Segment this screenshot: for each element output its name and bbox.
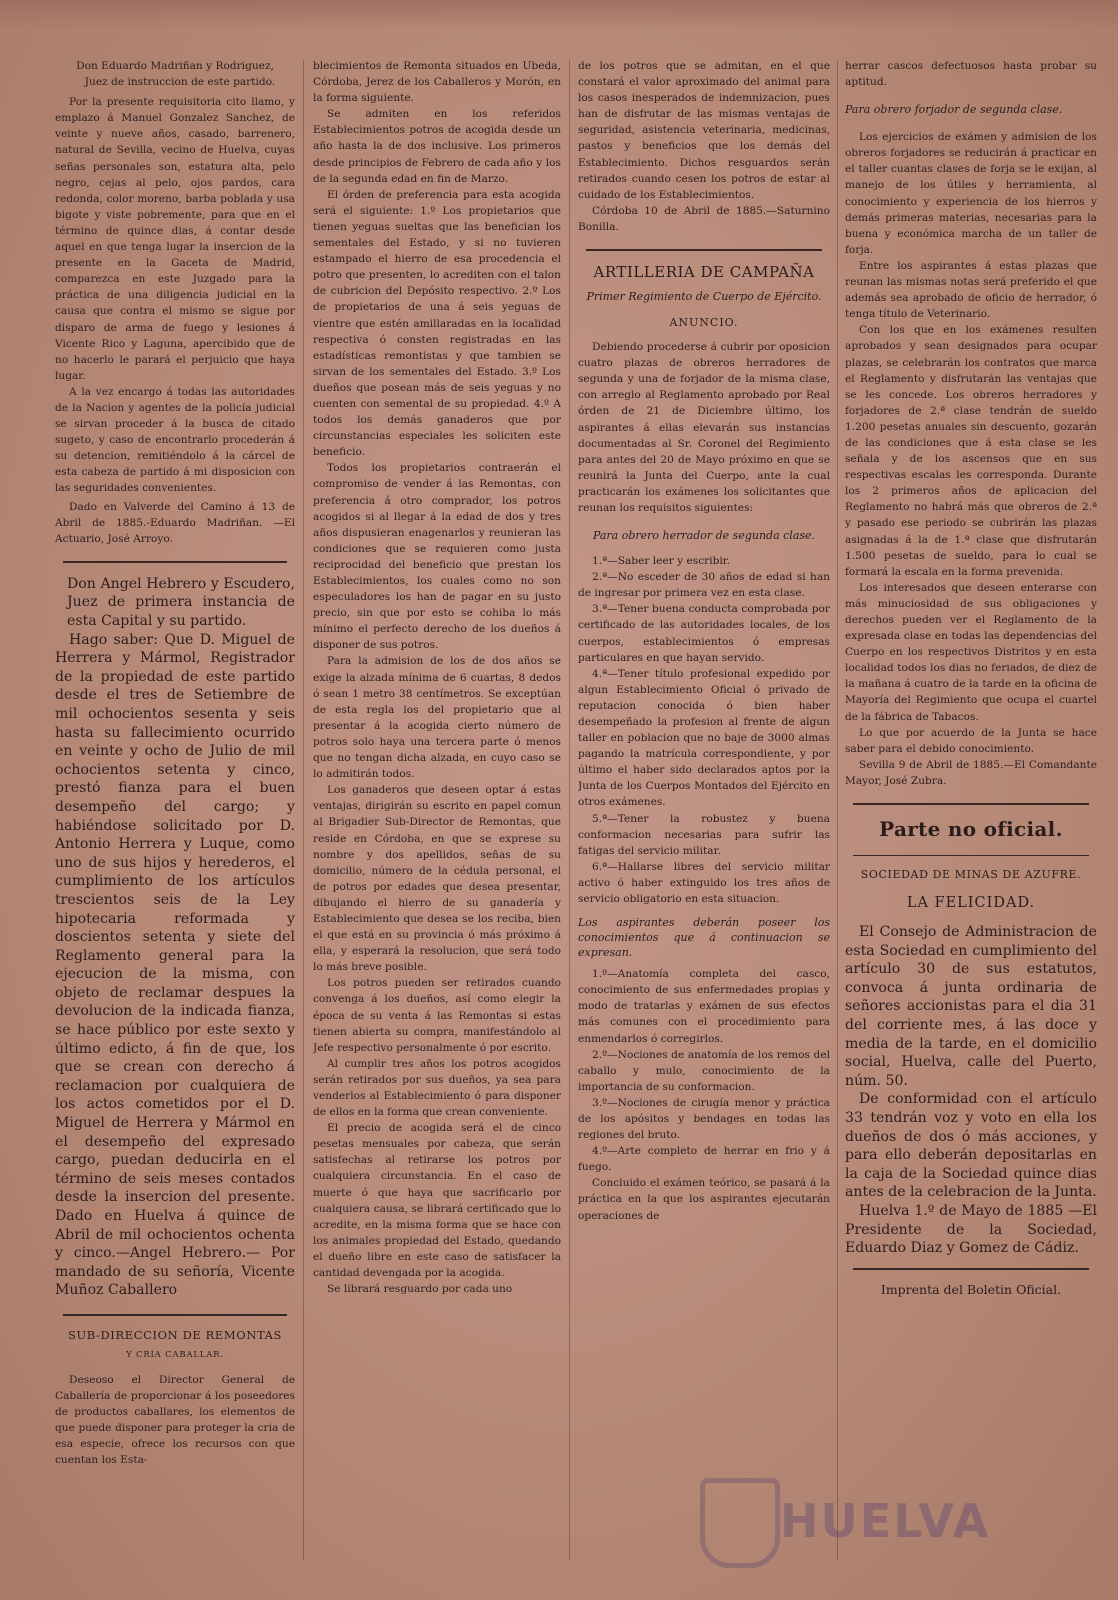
remontas-text: Los potros pueden ser retirados cuando convenga á los dueños, así como elegir la época de su venta á las Remontas si estas tienen abierta su compra, manifestándolo al Jefe respectivo personalmente ó por escrito. <box>313 977 561 1054</box>
requirement-item: 6.ª—Hallarse libres del servicio militar activo ó haber extinguido los tres años de servicio obligatorio en esta situacion. <box>578 860 830 906</box>
sociedad-title: SOCIEDAD DE MINAS DE AZUFRE. <box>860 868 1082 882</box>
watermark-seal <box>700 1478 780 1568</box>
column-rule <box>569 60 570 1560</box>
page-edge <box>0 0 1118 30</box>
knowledge-item: 3.º—Nociones de cirugía menor y práctica de los apósitos y bendages en todas las regiones del bruto. <box>578 1096 830 1142</box>
signature: Sevilla 9 de Abril de 1885.—El Comandante Mayor, José Zubra. <box>845 758 1097 787</box>
anuncio-text: Debiendo procederse á cubrir por oposicion cuatro plazas de obreros herradores de segunda y una de forjador de la misma clase, con arreglo al Reglamento aprobado por Real órden de 21 de Diciembre último, los aspirantes á ellas elevarán sus instancias documentadas al Sr. Coronel del Regimiento para antes del 20 de Mayo próximo en que se reunirá la Junta del Cuerpo, ante la cual practicarán los exámenes los solicitantes que reunan los requisitos siguientes: <box>578 341 830 514</box>
column-3 <box>578 58 830 1580</box>
edict-block <box>55 575 295 1300</box>
judge-heading: Don Angel Hebrero y Escudero, Juez de primera instancia de esta Capital y su partido. <box>67 575 295 629</box>
herrador-heading: Para obrero herrador de segunda clase. <box>592 529 816 543</box>
signature: Dado en Valverde del Camino á 13 de Abril de 1885.-Eduardo Madriñan. —El Actuario, José Arroyo. <box>55 500 295 545</box>
anuncio-text: Lo que por acuerdo de la Junta se hace saber para el debido conocimiento. <box>845 726 1097 755</box>
remontas-text: Para la admision de los de dos años se exige la alzada mínima de 6 cuartas, 8 dedos ó sean 1 metro 38 centímetros. Se exceptúan de esta regla los del propietario que al presentar á la acogida cierto número de potros solo haya una tercera parte ó menos que no tengan dicha alzada, en cuyo caso se lo admitirán todos. <box>313 655 561 781</box>
requirement-item: 4.ª—Tener título profesional expedido por algun Establecimiento Oficial ó privado de reputacion conocida ó bien haber desempeñado la profesion al frente de algun taller en poblacion que no baje de 3000 almas pagando la matrícula correspondiente, y por último el haber sido declarados aptos por la Junta de los Cuerpos Montados del Ejército en otros exámenes. <box>578 667 830 809</box>
anuncio-heading: ANUNCIO. <box>669 316 739 330</box>
divider <box>586 249 822 251</box>
anuncio-text: herrar cascos defectuosos hasta probar su aptitud. <box>845 60 1097 89</box>
requisitoria-text: Por la presente requisitoria cito llamo, y emplazo á Manuel Gonzalez Sanchez, de veinte y nueve años, casado, barrenero, natural de Sevilla, vecino de Huelva, cuyas señas personales son, estatura alta, pelo negro, cejas al pelo, ojos pardos, cara redonda, color moreno, barba poblada y usa bigote y viste pobremente, para que en el término de quince dias, á contar desde aquel en que tenga lugar la insercion de la presente en la Gaceta de Madrid, comparezca en este Juzgado para la práctica de una diligencia judicial en la causa que contra el mismo se sigue por disparo de arma de fuego y lesiones á Vicente Rico y Laguna, apercibido que de no hacerlo le parará el perjuicio que haya lugar. <box>55 96 295 382</box>
divider <box>853 855 1089 856</box>
requirement-item: 5.ª—Tener la robustez y buena conformacion necesarias para sufrir las fatigas del servicio militar. <box>578 812 830 857</box>
remontas-text: Al cumplir tres años los potros acogidos serán retirados por sus dueños, ya sea para venderlos al Establecimiento ó para disponer de ellos en la forma que crean conveniente. <box>313 1057 561 1119</box>
requirement-item: 2.ª—No esceder de 30 años de edad si han de ingresar por primera vez en esta clase. <box>578 571 830 600</box>
remontas-text: El órden de preferencia para esta acogida será el siguiente: 1.º Los propietarios que tienen yeguas sueltas que las benefician los sementales del Estado, y si no tuvieren estampado el hierro de esa procedencia el potro que presenten, lo acrediten con el talon de cubricion del Depósito respectivo. 2.º Los de propietarios de una á seis yeguas de vientre que estén amillaradas en la localidad respectiva ó consten registradas en las estadísticas remontistas y que tambien se sirvan de los sementales del Estado. 3.º Los dueños que posean más de seis yeguas y no cuenten con semental de su propiedad. 4.º A todos los demás ganaderos que por circunstancias especiales les soliciten este beneficio. <box>313 188 561 459</box>
requirement-item: 3.ª—Tener buena conducta comprobada por certificado de las autoridades locales, de los cuerpos, establecimientos ó empresas particulares en que hayan servido. <box>578 603 830 664</box>
remontas-text: Todos los propietarios contraerán el compromiso de vender á las Remontas, con preferencia á otro comprador, los potros acogidos si al llegar á la edad de dos y tres años dispusieran enagenarlos y reunieran las condiciones que se requieren como justa reciprocidad del beneficio que prestan los Establecimientos, los cuales como no son especuladores los han de pagar en su justo precio, sin que por esto se cohiba lo más mínimo el perfecto derecho de los dueños á disponer de sus potros. <box>313 462 561 652</box>
knowledge-item: Concluido el exámen teórico, se pasará á la práctica en la que los aspirantes ejecutarán operaciones de <box>578 1177 830 1222</box>
column-rule <box>303 60 304 1560</box>
judge-title: Juez de instruccion de este partido. <box>84 76 276 89</box>
remontas-title: SUB-DIRECCION DE REMONTAS <box>67 1327 283 1342</box>
judge-name: Don Eduardo Madriñan y Rodriguez, <box>76 60 274 72</box>
remontas-text: de los potros que se admitan, en el que constará el valor aproximado del animal para los casos inesperados de indemnizacion, pues han de disfrutar de las mismas ventajas de seguridad, asistencia veterinaria, medicinas, pastos y beneficios que los demás del Establecimiento. Dichos resguardos serán retirados cuando cesen los potros de estar al cuidado de los Establecimientos. <box>578 60 830 201</box>
divider <box>63 1314 287 1316</box>
column-2 <box>313 58 561 1580</box>
remontas-subtitle: Y CRIA CABALLAR. <box>126 1349 224 1360</box>
felicidad-text: De conformidad con el artículo 33 tendrán voz y voto en ella los dueños de dos ó más acciones, y para ello deberán depositarlas en la caja de la Sociedad quince dias antes de la celebracion de la Junta. <box>845 1091 1097 1201</box>
anuncio-text: Entre los aspirantes á estas plazas que reunan las mismas notas será preferido el que además sea aprobado de oficio de herrador, ó tenga título de Veterinario. <box>845 259 1097 321</box>
remontas-text: blecimientos de Remonta situados en Ubeda, Córdoba, Jerez de los Caballeros y Morón, en la forma siguiente. <box>313 60 561 105</box>
signature: Córdoba 10 de Abril de 1885.—Saturnino Bonilla. <box>578 204 830 233</box>
requisitoria-text: A la vez encargo á todas las autoridades de la Nacion y agentes de la policía judicial se sirvan proceder á la busca de citado sugeto, y caso de encontrarlo procederán á su detencion, remitiéndolo á la cárcel de esta cabeza de partido á mi disposicion con las seguridades convenientes. <box>55 385 295 495</box>
remontas-text: Se admiten en los referidos Establecimientos potros de acogida desde un año hasta la de dos inclusive. Los primeros desde principios de Febrero de cada año y los de la segunda edad en fin de Marzo. <box>313 108 561 185</box>
felicidad-text: Huelva 1.º de Mayo de 1885 —El Presidente de la Sociedad, Eduardo Diaz y Gomez de Cádiz. <box>845 1202 1097 1257</box>
column-4 <box>845 58 1097 1580</box>
knowledge-item: 1.º—Anatomía completa del casco, conocimiento de sus enfermedades propias y modo de tratarlas y exámen de sus efectos más comunes con el procedimiento para enmendarlos ó corregirlos. <box>578 968 830 1045</box>
divider <box>853 1268 1089 1270</box>
regiment-subtitle: Primer Regimiento de Cuerpo de Ejército. <box>586 290 822 304</box>
divider <box>63 561 287 563</box>
forjador-heading: Para obrero forjador de segunda clase. <box>845 103 1063 117</box>
divider <box>853 803 1089 805</box>
felicidad-block <box>845 923 1097 1258</box>
edict-text: Hago saber: Que D. Miguel de Herrera y Mármol, Registrador de la propiedad de este partido desde el tres de Setiembre de mil ochocientos sesenta y seis hasta su fallecimiento ocurrido en veinte y ocho de Julio de mil ochocientos setenta y cinco, prestó fianza para el buen desempeño del cargo; y habiéndose solicitado por D. Antonio Herrera y Luque, como uno de sus hijos y herederos, el cumplimiento de los artículos trescientos seis de la Ley hipotecaria reformada y doscientos setenta y siete del Reglamento general para la ejecucion de la misma, con objeto de reclamar despues la devolucion de la indicada fianza, se hace público por este sexto y último edicto, á fin de que, los que se crean con derecho á reclamacion por cualquiera de los actos cometidos por el D. Miguel de Herrera y Mármol en el desempeño del expresado cargo, puedan deducirla en el término de seis meses contados desde la insercion del presente. Dado en Huelva á quince de Abril de mil ochocientos ochenta y cinco.—Angel Hebrero.— Por mandado de su señoría, Vicente Muñoz Caballero <box>55 631 295 1299</box>
imprenta-footer: Imprenta del Boletin Oficial. <box>880 1281 1062 1297</box>
artilleria-title: ARTILLERIA DE CAMPAÑA <box>593 263 815 282</box>
remontas-text: Los ganaderos que deseen optar á estas ventajas, dirigirán su escrito en papel comun al Brigadier Sub-Director de Remontas, que reside en Córdoba, en que se exprese su nombre y dos apellidos, señas de su domicilio, número de la cédula personal, el de potros por edades que desea presentar, dibujando el hierro de su ganadería y Establecimiento que desea se los reciba, bien el que está en su provincia ó más próximo á ella, y esperará la resolucion, que será todo lo más breve posible. <box>313 784 561 974</box>
conocimientos-heading: Los aspirantes deberán poseer los conocimientos que á continuacion se expresan. <box>578 916 830 960</box>
remontas-text: Se librará resguardo por cada uno <box>327 1283 513 1296</box>
parte-no-oficial-title: Parte no oficial. <box>879 817 1063 842</box>
requirement-item: 1.ª—Saber leer y escribir. <box>592 555 731 568</box>
anuncio-text: Los ejercicios de exámen y admision de los obreros forjadores se reducirán á practicar en el taller cuantas clases de forja se le exijan, al manejo de los útiles y herramienta, al conocimiento y experiencia de los hierros y demás primeras materias, necesarias para la buena y económica marcha de un taller de forja. <box>845 131 1097 256</box>
remontas-text: El precio de acogida será el de cinco pesetas mensuales por cabeza, que serán satisfechas al retirarse los potros por cualquiera circunstancia. En el caso de muerte ó que haya que sacrificarlo por cualquiera causa, se librará certificado que lo acredite, en la misma forma que se hace con los animales propiedad del Estado, quedando el dueño libre en este caso de satisfacer la cantidad devengada por la acogida. <box>313 1122 561 1280</box>
knowledge-item: 4.º—Arte completo de herrar en frio y á fuego. <box>578 1145 830 1174</box>
column-rule <box>837 60 838 1560</box>
watermark-text: HUELVA <box>780 1494 991 1548</box>
anuncio-text: Los interesados que deseen enterarse con más minuciosidad de sus obligaciones y derechos pueden ver el Reglamento de la expresada clase en todas las dependencias del Cuerpo en los respectivos Distritos y en esta localidad todos los dias no feriados, de diez de la mañana á cuatro de la tarde en la oficina de Mayoría del Regimiento que ocupa el cuartel de la fábrica de Tabacos. <box>845 581 1097 723</box>
knowledge-item: 2.º—Nociones de anatomía de los remos del caballo y mulo, conocimiento de la importancia de su conformacion. <box>578 1048 830 1093</box>
column-1 <box>55 58 295 1580</box>
felicidad-title: LA FELICIDAD. <box>906 895 1036 912</box>
anuncio-text: Con los que en los exámenes resulten aprobados y sean designados para ocupar plazas, se celebrarán los contratos que marca el Reglamento y disfrutarán las ventajas que se les concede. Los obreros herradores y forjadores de 2.ª clase tendrán de sueldo 1.200 pesetas anuales sin descuento, gozarán de las condiciones que á esta clase se les señala y de los ascensos que en sus respectivas escalas les corresponda. Durante los 2 primeros años de aplicacion del Reglamento no habrá más que obreros de 2.ª y pasado ese periodo se cubrirán las plazas asignadas á la de 1.ª clase que disfrutarán 1.500 pesetas de sueldo, para lo cual se formará la escala en la forma prevenida. <box>845 324 1097 578</box>
felicidad-text: El Consejo de Administracion de esta Sociedad en cumplimiento del artículo 30 de sus estatutos, convoca á junta ordinaria de señores accionistas para el dia 31 del corriente mes, á las doce y media de la tarde, en el domicilio social, Huelva, calle del Puerto, núm. 50. <box>845 924 1097 1089</box>
remontas-text: Deseoso el Director General de Caballería de proporcionar á los poseedores de productos caballares, los elementos de que puede disponer para proteger la cria de esa especie, ofrece los recursos con que cuentan los Esta- <box>55 1373 295 1467</box>
